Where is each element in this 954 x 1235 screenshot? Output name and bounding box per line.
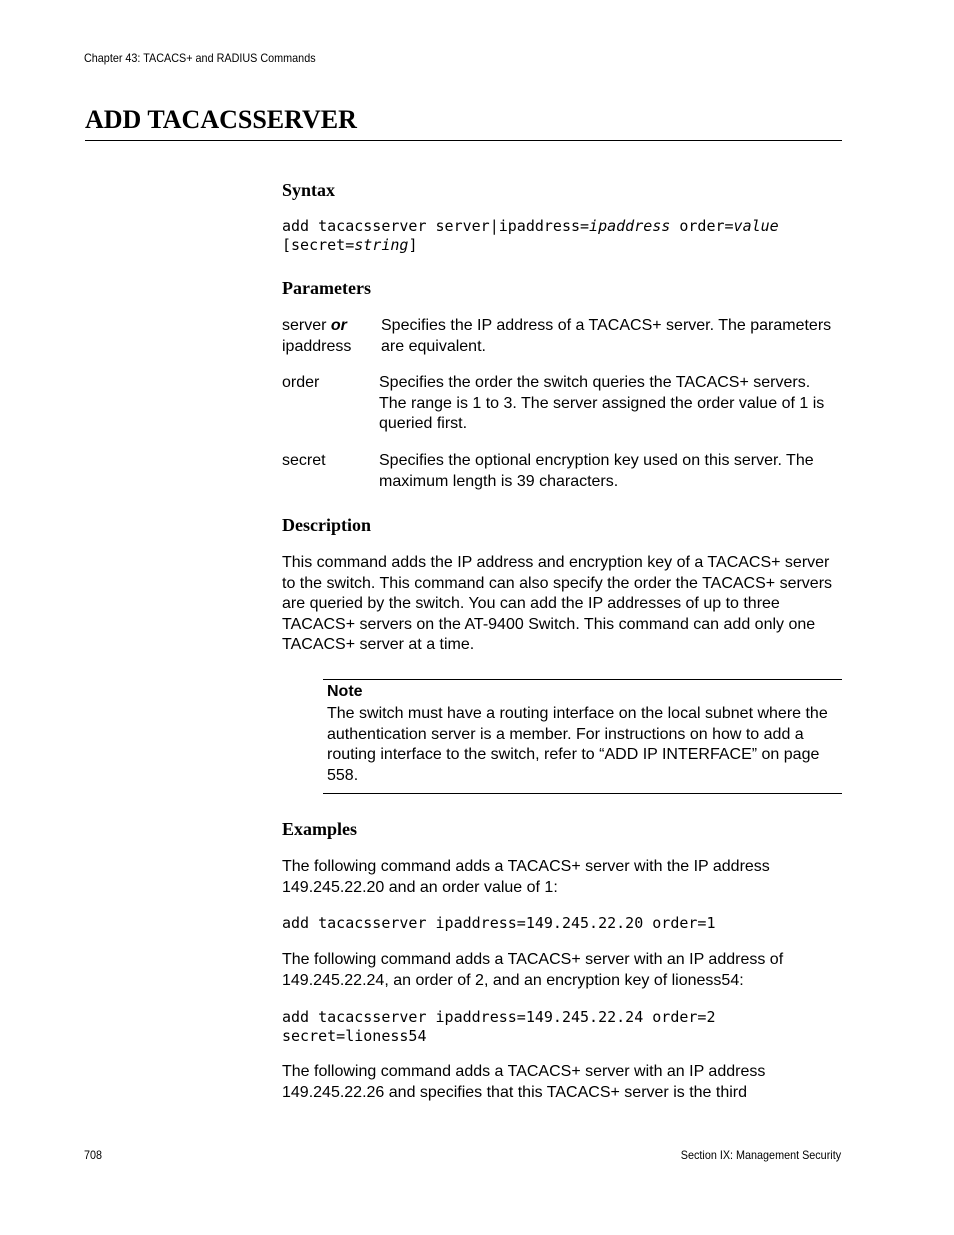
note-top-rule [323, 679, 842, 680]
example-2-text: The following command adds a TACACS+ server with an IP address of 149.245.22.24, an order of 2, and an encryption key of lioness54: [282, 951, 784, 989]
note-text: The switch must have a routing interface on the local subnet where the authentication server is a member. For instructions on how to add a routing interface to the switch, refer to “ADD IP INTERFACE” on page 558. [327, 705, 828, 784]
note-heading: Note [327, 683, 363, 700]
syntax-arg-ipaddress: ipaddress [589, 217, 671, 235]
param-secret-name: secret [282, 452, 326, 469]
parameters-heading: Parameters [282, 278, 371, 298]
param-order-desc: Specifies the order the switch queries the TACACS+ servers. The range is 1 to 3. The server assigned the order value of 1 is queried first. [379, 374, 825, 432]
title-rule [85, 140, 842, 141]
param-server-or: or [330, 317, 347, 334]
page-title: ADD TACACSSERVER [85, 105, 357, 134]
example-1-text: The following command adds a TACACS+ server with the IP address 149.245.22.20 and an order value of 1: [282, 858, 770, 896]
example-2-code-line-1: add tacacsserver ipaddress=149.245.22.24 order=2 [282, 1008, 716, 1026]
syntax-arg-value: value [733, 217, 779, 235]
running-header: Chapter 43: TACACS+ and RADIUS Commands [84, 51, 316, 65]
syntax-secret-close: ] [408, 236, 418, 254]
footer-section: Section IX: Management Security [680, 1148, 841, 1162]
note-bottom-rule [323, 793, 842, 794]
param-server-label: server [282, 317, 331, 334]
param-server-name [282, 316, 351, 357]
syntax-secret-open: [secret= [282, 236, 355, 254]
description-heading: Description [282, 515, 371, 535]
syntax-heading: Syntax [282, 180, 336, 200]
syntax-line-2 [282, 236, 417, 255]
example-3-text: The following command adds a TACACS+ server with an IP address 149.245.22.26 and specifies that this TACACS+ server is the third [282, 1063, 766, 1101]
examples-heading: Examples [282, 819, 358, 839]
page-number: 708 [84, 1148, 103, 1162]
param-server-desc: Specifies the IP address of a TACACS+ server. The parameters are equivalent. [381, 317, 832, 355]
example-2-code-line-2: secret=lioness54 [282, 1027, 427, 1045]
param-ipaddress-label: ipaddress [282, 337, 352, 355]
example-1-code: add tacacsserver ipaddress=149.245.22.20 order=1 [282, 914, 716, 932]
syntax-line-1 [282, 217, 779, 236]
syntax-order: order= [670, 217, 734, 235]
syntax-command: add tacacsserver server|ipaddress= [282, 217, 590, 235]
description-text: This command adds the IP address and encryption key of a TACACS+ server to the switch. This command can also specify the order the TACACS+ servers are queried by the switch. You can add the IP addresses of up to three TACACS+ servers on the AT-9400 Switch. This command can add only one TACACS+ server at a time. [282, 554, 833, 653]
syntax-arg-string: string [354, 236, 409, 254]
param-order-name: order [282, 374, 320, 391]
param-secret-desc: Specifies the optional encryption key used on this server. The maximum length is 39 characters. [379, 452, 814, 490]
